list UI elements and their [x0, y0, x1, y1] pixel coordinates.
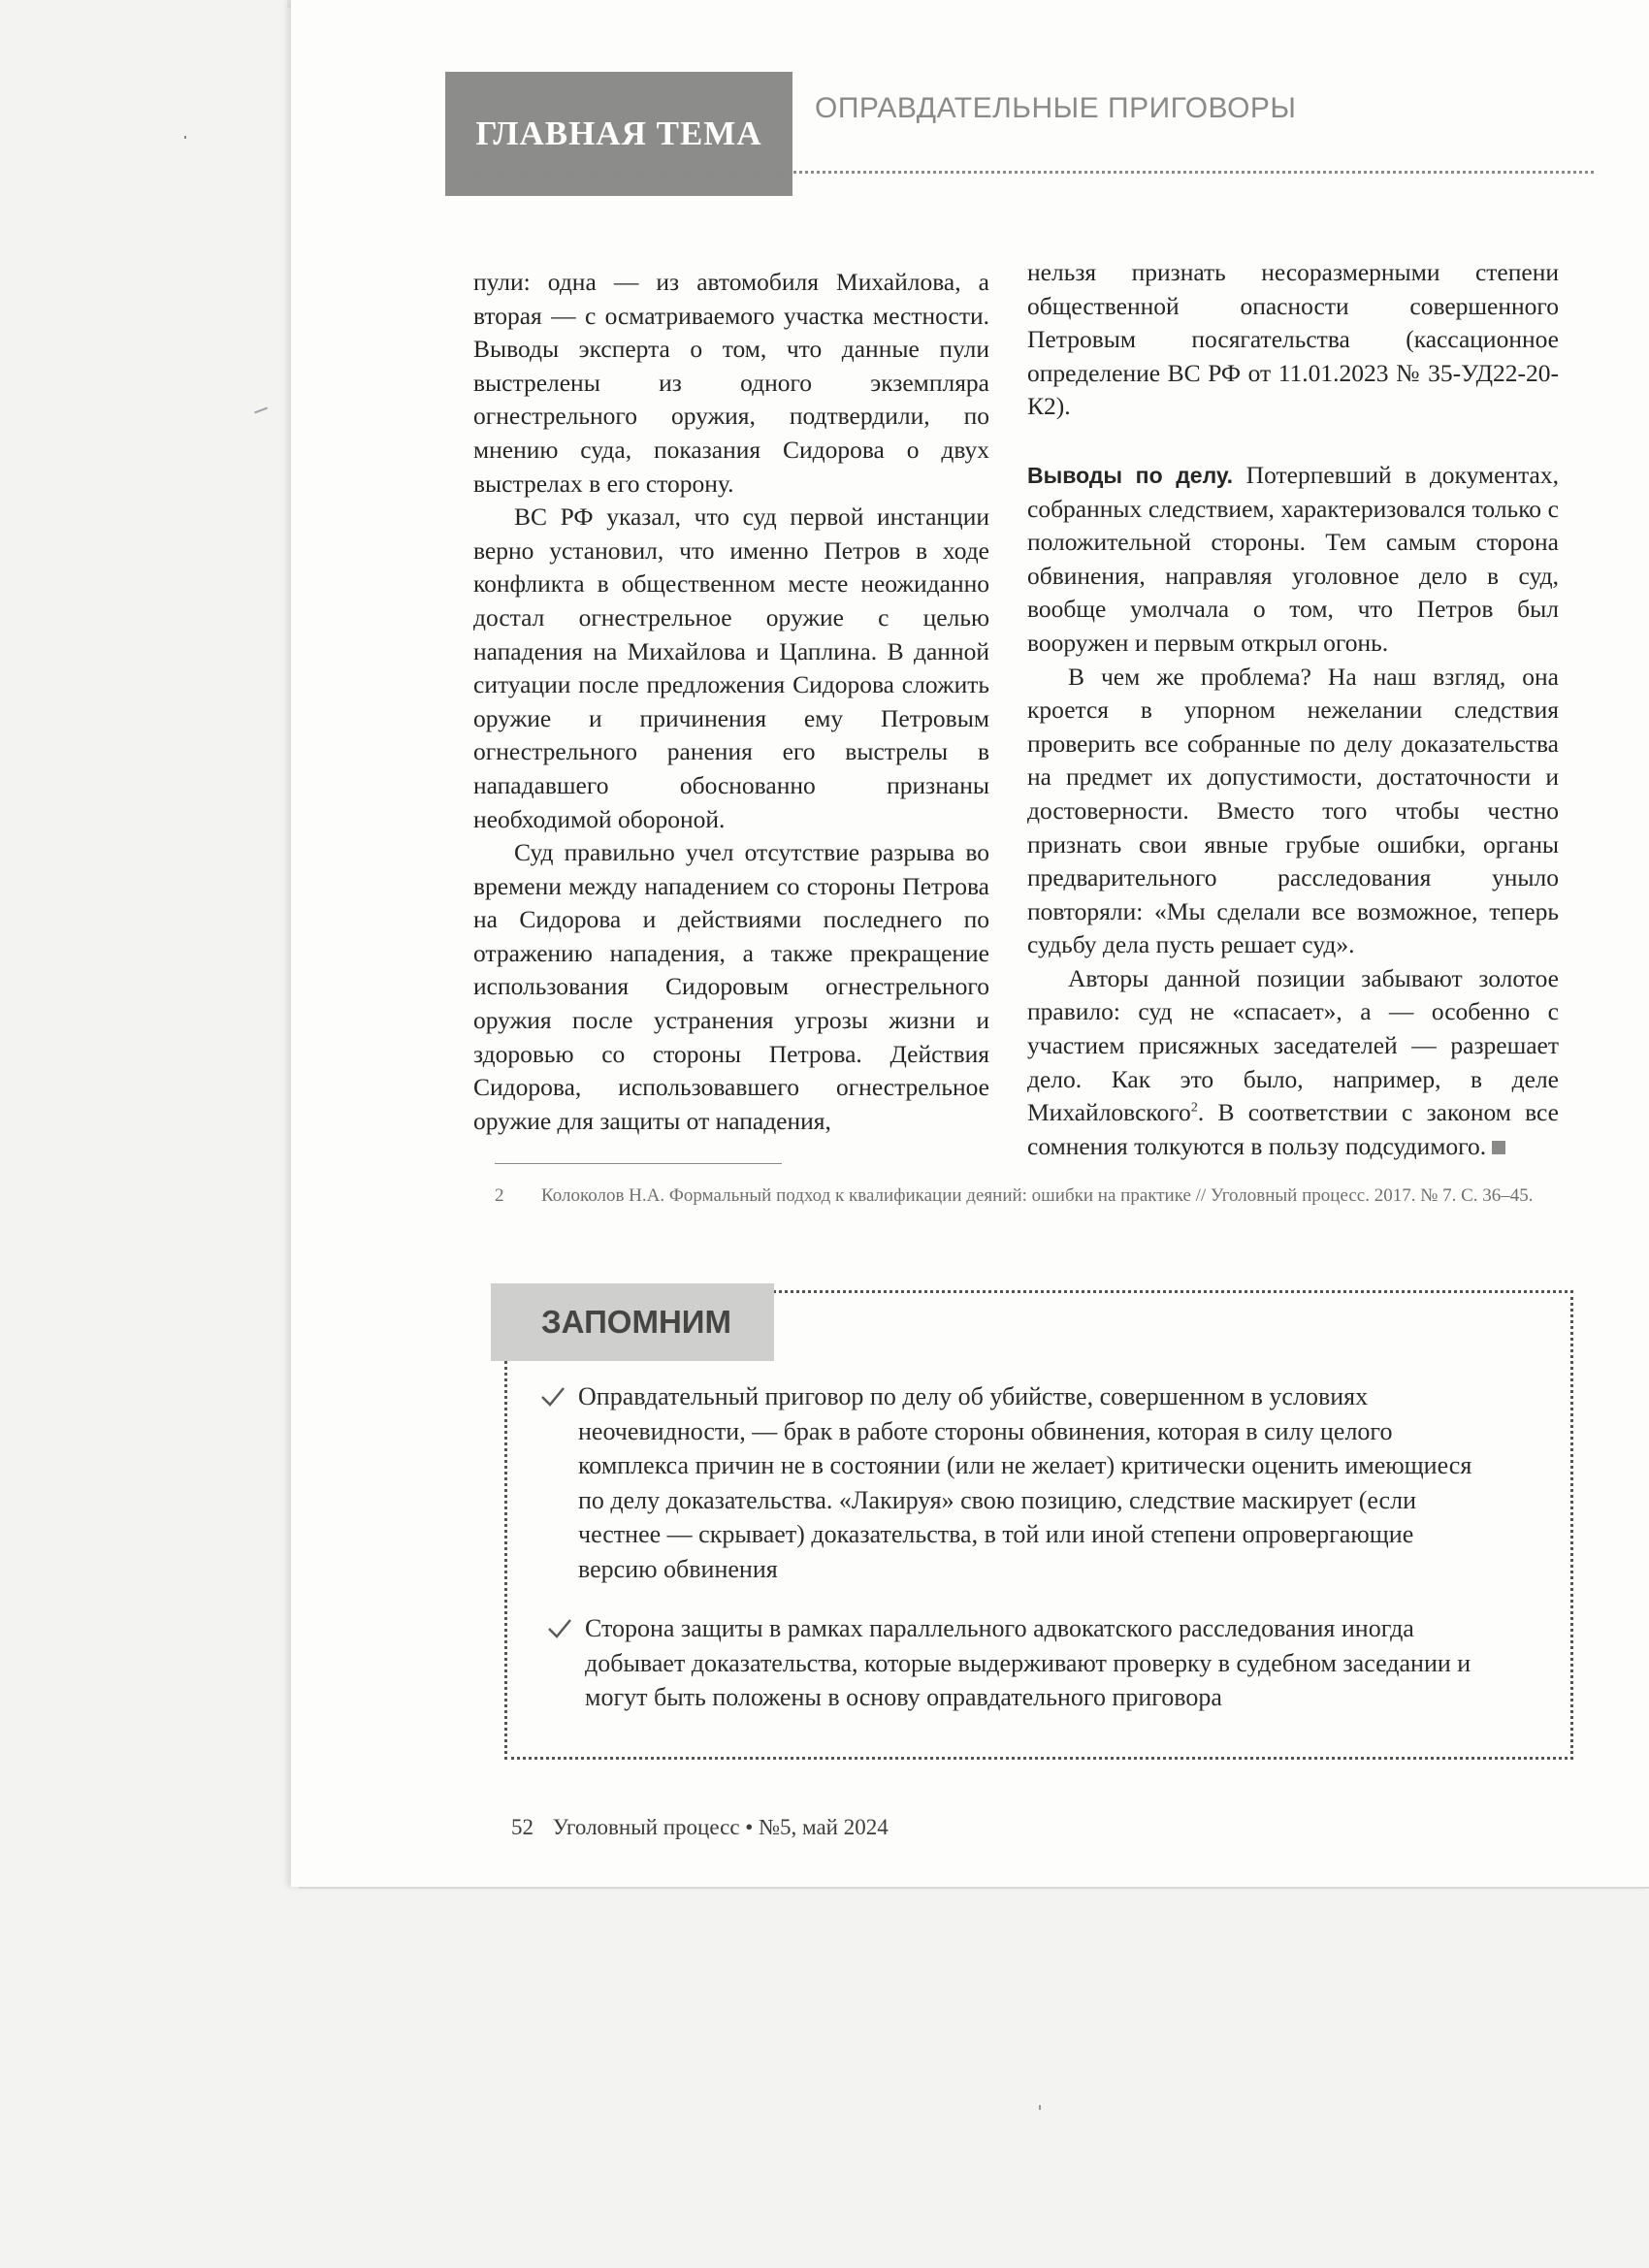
paragraph: Суд правильно учел отсутствие разрыва во времени между нападением со стороны Петрова на Сидорова и действиями последнего по отражению нападения, а также прекращение использования Сидоровым огнестрельного оружия после устранения угрозы жизни и здоровью со стороны Петрова. Действия Сидорова, использовавшего огнестрельное оружие для защиты от нападения,	[473, 838, 989, 1135]
end-of-article-mark	[1492, 1141, 1505, 1154]
footnote-reference: 2	[1190, 1100, 1198, 1116]
scan-speck	[184, 136, 186, 139]
journal-issue: Уголовный процесс • №5, май 2024	[552, 1815, 889, 1839]
remember-item	[546, 1611, 1477, 1715]
section-label: ГЛАВНАЯ ТЕМА	[445, 72, 792, 196]
page-edge-shadow	[299, 1887, 1649, 1889]
paragraph: пули: одна — из автомобиля Михайлова, а вторая — с осматриваемого участка местности. Выводы эксперта о том, что данные пули выстрелены из одного экземпляра огнестрельного оружия, подтвердили, по мнению суда, показания Сидорова о двух выстрелах в его сторону.	[473, 268, 989, 498]
footnote-text: Колоколов Н.А. Формальный подход к квалификации деяний: ошибки на практике // Уголовный процесс. 2017. № 7. С. 36–45.	[541, 1185, 1534, 1206]
paragraph-text: Авторы данной позиции забывают золотое правило: суд не «спасает», а — особенно с участием присяжных заседателей — разрешает дело. Как это было, например, в деле Михайловского	[1027, 963, 1559, 1127]
checkmark-icon	[546, 1615, 573, 1642]
footnote	[495, 1183, 1571, 1209]
remember-box-label: ЗАПОМНИМ	[491, 1283, 774, 1361]
checkmark-icon	[539, 1383, 566, 1410]
remember-item-text: Сторона защиты в рамках параллельного адвокатского расследования иногда добывает доказательства, которые выдерживают проверку в судебном заседании и могут быть положены в основу оправдательного приговора	[585, 1614, 1471, 1711]
paragraph-text: . В соответствии с законом все сомнения толкуются в пользу подсудимого.	[1027, 1098, 1559, 1160]
page-footer	[511, 1815, 889, 1840]
footnote-number: 2	[495, 1185, 504, 1206]
page-number: 52	[511, 1815, 534, 1839]
scan-speck	[1039, 2105, 1041, 2110]
right-column	[1027, 256, 1559, 1163]
left-column	[473, 266, 989, 1138]
conclusions-lead: Выводы по делу.	[1027, 462, 1234, 488]
paragraph: ВС РФ указал, что суд первой инстанции верно установил, что именно Петров в ходе конфликта в общественном месте неожиданно достал огнестрельное оружие с целью нападения на Михайлова и Цаплина. В данной ситуации после предложения Сидорова сложить оружие и причинения ему Петровым огнестрельного ранения его выстрелы в нападавшего обоснованно признаны необходимой обороной.	[473, 502, 989, 833]
section-title: ОПРАВДАТЕЛЬНЫЕ ПРИГОВОРЫ	[815, 92, 1297, 124]
remember-item	[539, 1379, 1490, 1586]
footnote-rule	[495, 1163, 782, 1164]
scan-speck	[254, 407, 268, 414]
header-dotted-rule	[469, 171, 1594, 174]
paragraph: нельзя признать несоразмерными степени общественной опасности совершенного Петровым посягательства (кассационное определение ВС РФ от 11.01.2023 № 35-УД22-20-К2).	[1027, 258, 1559, 421]
conclusions-paragraph	[1027, 459, 1559, 661]
paragraph: В чем же проблема? На наш взгляд, она кроется в упорном нежелании следствия проверить все собранные по делу доказательства на предмет их допустимости, достаточности и достоверности. Вместо того чтобы честно признать свои явные грубые ошибки, органы предварительного расследования уныло повторяли: «Мы сделали все возможное, теперь судьбу дела пусть решает суд».	[1027, 662, 1559, 959]
conclusions-text: Потерпевший в документах, собранных следствием, характеризовался только с положительной стороны. Тем самым сторона обвинения, направляя уголовное дело в суд, вообще умолчала о том, что Петров был вооружен и первым открыл огонь.	[1027, 460, 1560, 657]
remember-item-text: Оправдательный приговор по делу об убийстве, совершенном в условиях неочевидности, — брак в работе стороны обвинения, которая в силу целого комплекса причин не в состоянии (или не желает) критически оценить имеющиеся по делу доказательства. «Лакируя» свою позицию, следствие маскирует (если честнее — скрывает) доказательства, в той или иной степени опровергающие версию обвинения	[578, 1382, 1472, 1583]
paragraph	[1027, 962, 1559, 1164]
